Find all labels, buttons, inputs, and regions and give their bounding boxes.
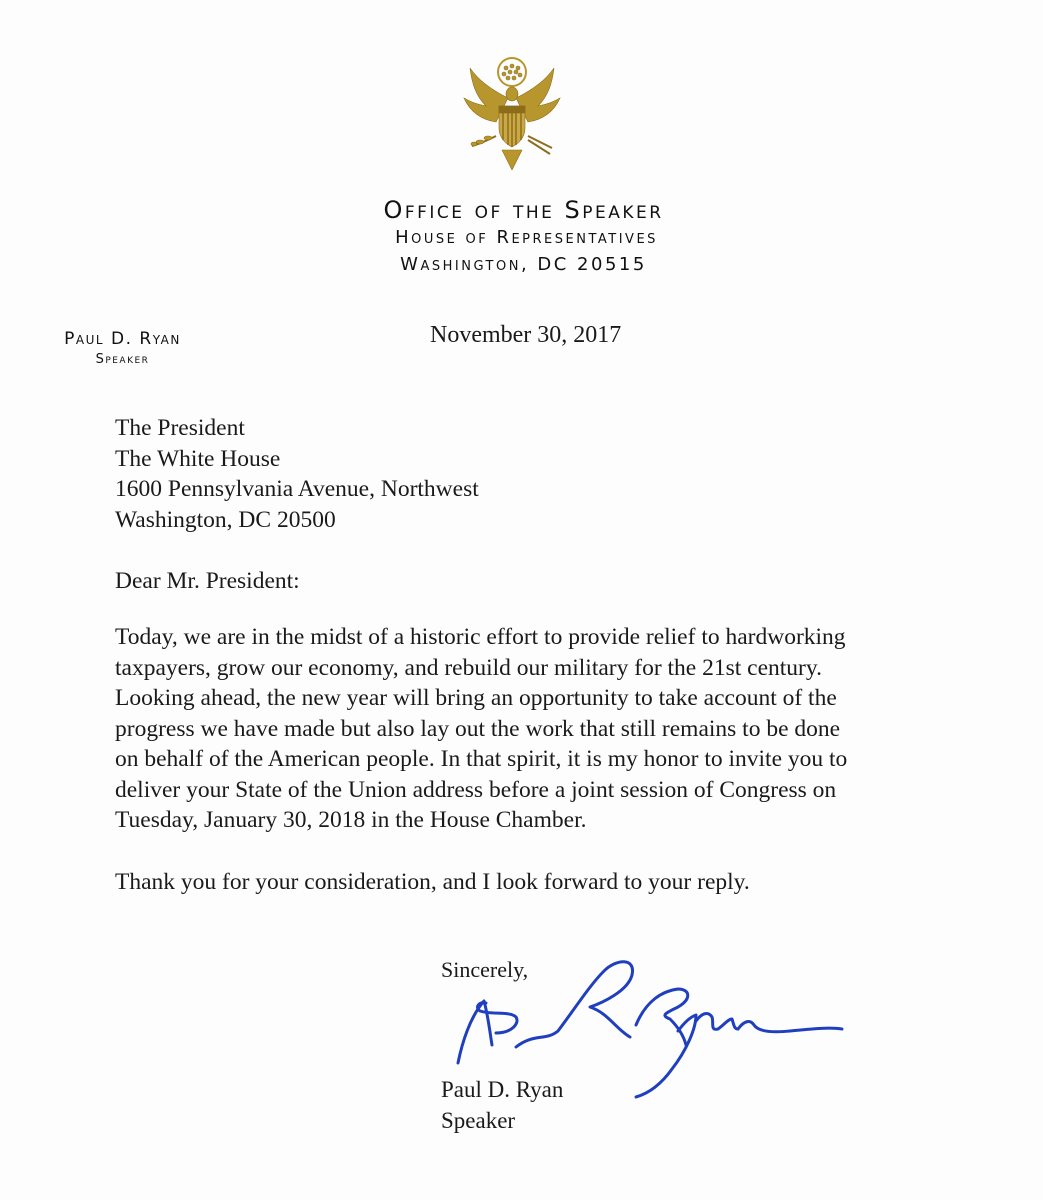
address-line: The President [115, 415, 245, 441]
office-house: House of Representatives [395, 227, 658, 248]
address-line: Washington, DC 20500 [115, 506, 336, 533]
closing-sentence: Thank you for your consideration, and I look forward to your reply. [115, 869, 750, 895]
address-line: 1600 Pennsylvania Avenue, Northwest [115, 476, 479, 502]
valediction: Sincerely, [441, 957, 529, 982]
paragraph-line: taxpayers, grow our economy, and rebuild our military for the 21st century. [115, 654, 822, 681]
recipient-address [115, 413, 479, 535]
signer-title: Speaker [441, 1108, 516, 1133]
body-paragraph [115, 622, 945, 836]
salutation: Dear Mr. President: [115, 568, 300, 594]
paragraph-line: Looking ahead, the new year will bring an opportunity to take account of the [115, 685, 837, 711]
signer-name: Paul D. Ryan [441, 1077, 564, 1102]
sender-title: Speaker [95, 352, 150, 367]
paragraph-line: Today, we are in the midst of a historic effort to provide relief to hardworking [115, 624, 846, 650]
letterhead [0, 196, 1043, 278]
paragraph-line: Tuesday, January 30, 2018 in the House Chamber. [115, 807, 587, 833]
sender-name: Paul D. Ryan [64, 329, 181, 349]
paragraph-line: progress we have made but also lay out the work that still remains to be done [115, 715, 841, 742]
paragraph-line: deliver your State of the Union address before a joint session of Congress on [115, 776, 837, 803]
office-address: Washington, DC 20515 [400, 254, 647, 275]
sender-block [35, 327, 210, 369]
paragraph-line: on behalf of the American people. In that spirit, it is my honor to invite you to [115, 746, 848, 772]
office-title: Office of the Speaker [383, 196, 664, 224]
letter-date: November 30, 2017 [430, 322, 622, 348]
eagle-seal-icon [452, 50, 572, 175]
address-line: The White House [115, 445, 281, 472]
